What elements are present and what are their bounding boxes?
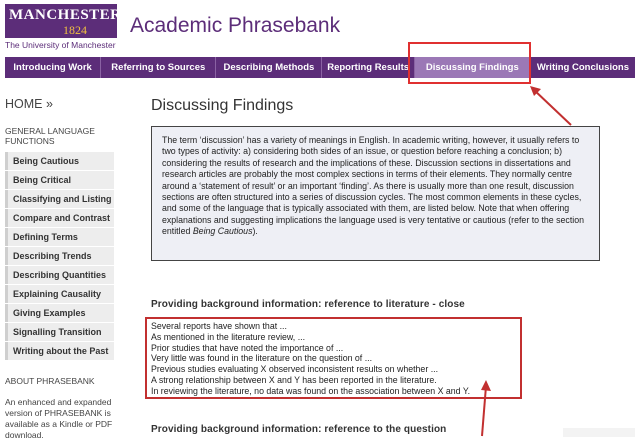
site-header — [0, 0, 640, 56]
sidebar-item-signalling-transition[interactable]: Signalling Transition — [5, 323, 114, 341]
about-text: An enhanced and expanded version of PHRASEBANK is available as a Kindle or PDF download. — [5, 397, 113, 440]
page-title: Discussing Findings — [151, 97, 294, 114]
section-heading-reference-to-question: Providing background information: reference to the question — [151, 424, 447, 435]
logo-wordmark: MANCHESTER — [9, 7, 122, 23]
sidebar-item-compare-and-contrast[interactable]: Compare and Contrast — [5, 209, 114, 227]
section-heading-literature-close: Providing background information: reference to literature - close — [151, 299, 465, 310]
being-cautious-link[interactable]: Being Cautious — [192, 226, 253, 237]
sidebar-item-describing-trends[interactable]: Describing Trends — [5, 247, 114, 265]
phrase-item: Prior studies that have noted the importance of ... — [151, 342, 344, 353]
nav-annotation-arrow — [527, 83, 575, 129]
phrase-item: Very little was found in the literature on the question of ... — [151, 353, 373, 364]
nav-highlight-annotation — [408, 42, 531, 84]
phrase-list — [151, 321, 470, 397]
sidebar-item-writing-about-the-past[interactable]: Writing about the Past — [5, 342, 114, 360]
nav-discussing-findings[interactable]: Discussing Findings — [415, 57, 531, 78]
site-title[interactable]: Academic Phrasebank — [130, 14, 341, 37]
sidebar-item-classifying-and-listing[interactable]: Classifying and Listing — [5, 190, 114, 208]
sidebar-item-describing-quantities[interactable]: Describing Quantities — [5, 266, 114, 284]
sidebar-item-defining-terms[interactable]: Defining Terms — [5, 228, 114, 246]
intro-text: The term ‘discussion’ has a variety of meanings in English. In academic writing, however, it usually refers to two types of activity: a) considering both sides of an issue, or question before reaching a conclusion; b) considering the results of research and the implications of these. Discussion sections in dissertations and research articles are probably the most complex sections in terms of their elements. They normally centre around a ‘statement of result’ or an important ‘finding’. As there is usually more than one result, discussion sections are often structured into a series of discussion cycles. The most common elements in these cycles, and some of the language that is typically associated with them, are listed below. Note that when offering explanations and suggesting implications the language used is very tentative or cautious (refer to the section entitled — [162, 135, 585, 237]
phrase-item: A strong relationship between X and Y has been reported in the literature. — [151, 374, 437, 385]
phrase-item: In reviewing the literature, no data was found on the association between X and Y. — [151, 385, 471, 396]
phrase-item: Several reports have shown that ... — [151, 321, 287, 331]
main-nav — [5, 57, 635, 78]
sidebar-item-being-critical[interactable]: Being Critical — [5, 171, 114, 189]
about-heading: ABOUT PHRASEBANK — [5, 376, 95, 386]
sidebar-item-giving-examples[interactable]: Giving Examples — [5, 304, 114, 322]
phrases-annotation-arrow — [465, 378, 495, 438]
intro-box — [151, 126, 600, 261]
sidebar-list — [5, 152, 114, 361]
logo-subtitle: The University of Manchester — [5, 40, 116, 50]
logo-year: 1824 — [63, 23, 87, 37]
university-logo[interactable] — [5, 4, 122, 38]
home-link[interactable]: HOME » — [5, 97, 53, 111]
sidebar-item-explaining-causality[interactable]: Explaining Causality — [5, 285, 114, 303]
sidebar-section-heading: GENERAL LANGUAGE FUNCTIONS — [5, 126, 95, 146]
watermark-overlay — [563, 428, 635, 437]
nav-describing-methods[interactable]: Describing Methods — [216, 57, 322, 78]
phrase-item: Previous studies evaluating X observed inconsistent results on whether ... — [151, 364, 439, 375]
phrase-item: As mentioned in the literature review, ... — [151, 331, 306, 342]
nav-referring-to-sources[interactable]: Referring to Sources — [101, 57, 216, 78]
sidebar-item-being-cautious[interactable]: Being Cautious — [5, 152, 114, 170]
nav-reporting-results[interactable]: Reporting Results — [322, 57, 414, 78]
nav-writing-conclusions[interactable]: Writing Conclusions — [536, 62, 629, 73]
intro-text-end: ). — [252, 226, 258, 237]
nav-introducing-work[interactable]: Introducing Work — [5, 57, 101, 78]
